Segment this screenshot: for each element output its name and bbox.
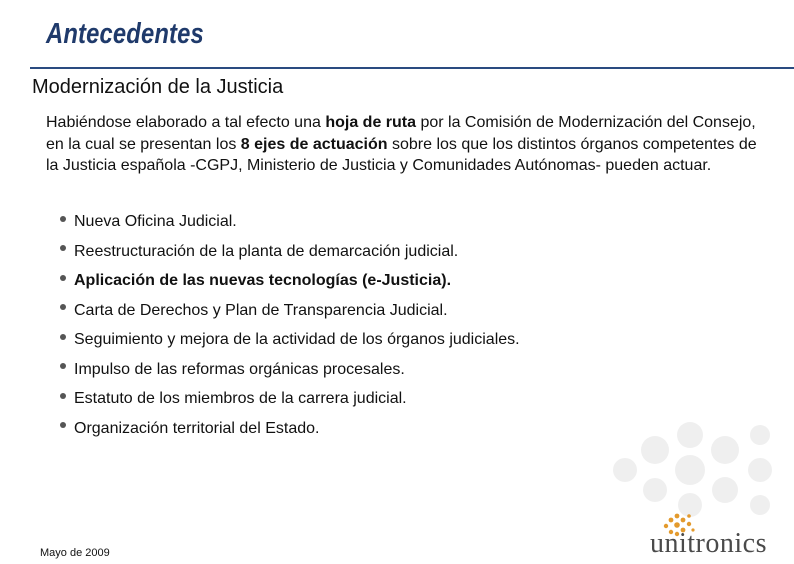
bullet-icon (60, 334, 66, 340)
bullet-list (60, 207, 520, 443)
list-item (60, 207, 520, 237)
intro-text-1: Habiéndose elaborado a tal efecto una (46, 114, 326, 131)
list-item-text: Aplicación de las nuevas tecnologías (e-Justicia). (74, 272, 452, 290)
list-item-text: Seguimiento y mejora de la actividad de los órganos judiciales. (74, 331, 520, 349)
list-item-text: Nueva Oficina Judicial. (74, 213, 237, 231)
list-item-text: Organización territorial del Estado. (74, 419, 320, 437)
bullet-icon (60, 393, 66, 399)
list-item (60, 237, 520, 267)
bullet-icon (60, 422, 66, 428)
intro-bold-2: 8 ejes de actuación (240, 135, 388, 153)
intro-text-3: sobre los que los distintos órganos competentes de la Justicia española -CGPJ, Ministerio de Justicia y Comunidades Autónomas- pueden actuar. (46, 135, 757, 174)
bullet-icon (60, 216, 66, 222)
watermark-graphic (595, 415, 794, 525)
intro-paragraph (46, 112, 766, 177)
list-item (60, 384, 520, 414)
list-item (60, 266, 520, 296)
list-item (60, 296, 520, 326)
list-item-text: Carta de Derechos y Plan de Transparencia Judicial. (74, 301, 448, 319)
slide-title: Antecedentes (46, 18, 204, 50)
bullet-icon (60, 304, 66, 310)
intro-bold-1: hoja de ruta (325, 114, 417, 131)
list-item (60, 414, 520, 444)
footer-date: Mayo de 2009 (40, 547, 110, 559)
list-item (60, 325, 520, 355)
bullet-icon (60, 245, 66, 251)
slide-subtitle: Modernización de la Justicia (32, 76, 284, 98)
company-logo: unitronics (650, 528, 767, 559)
bullet-icon (60, 275, 66, 281)
list-item-text: Impulso de las reformas orgánicas procesales. (74, 360, 405, 378)
list-item (60, 355, 520, 385)
title-divider (30, 67, 794, 69)
bullet-icon (60, 363, 66, 369)
list-item-text: Reestructuración de la planta de demarcación judicial. (74, 242, 459, 260)
list-item-text: Estatuto de los miembros de la carrera judicial. (74, 390, 407, 408)
intro-text-2: por la Comisión de Modernización del Consejo, en la cual se presentan los (46, 114, 756, 153)
